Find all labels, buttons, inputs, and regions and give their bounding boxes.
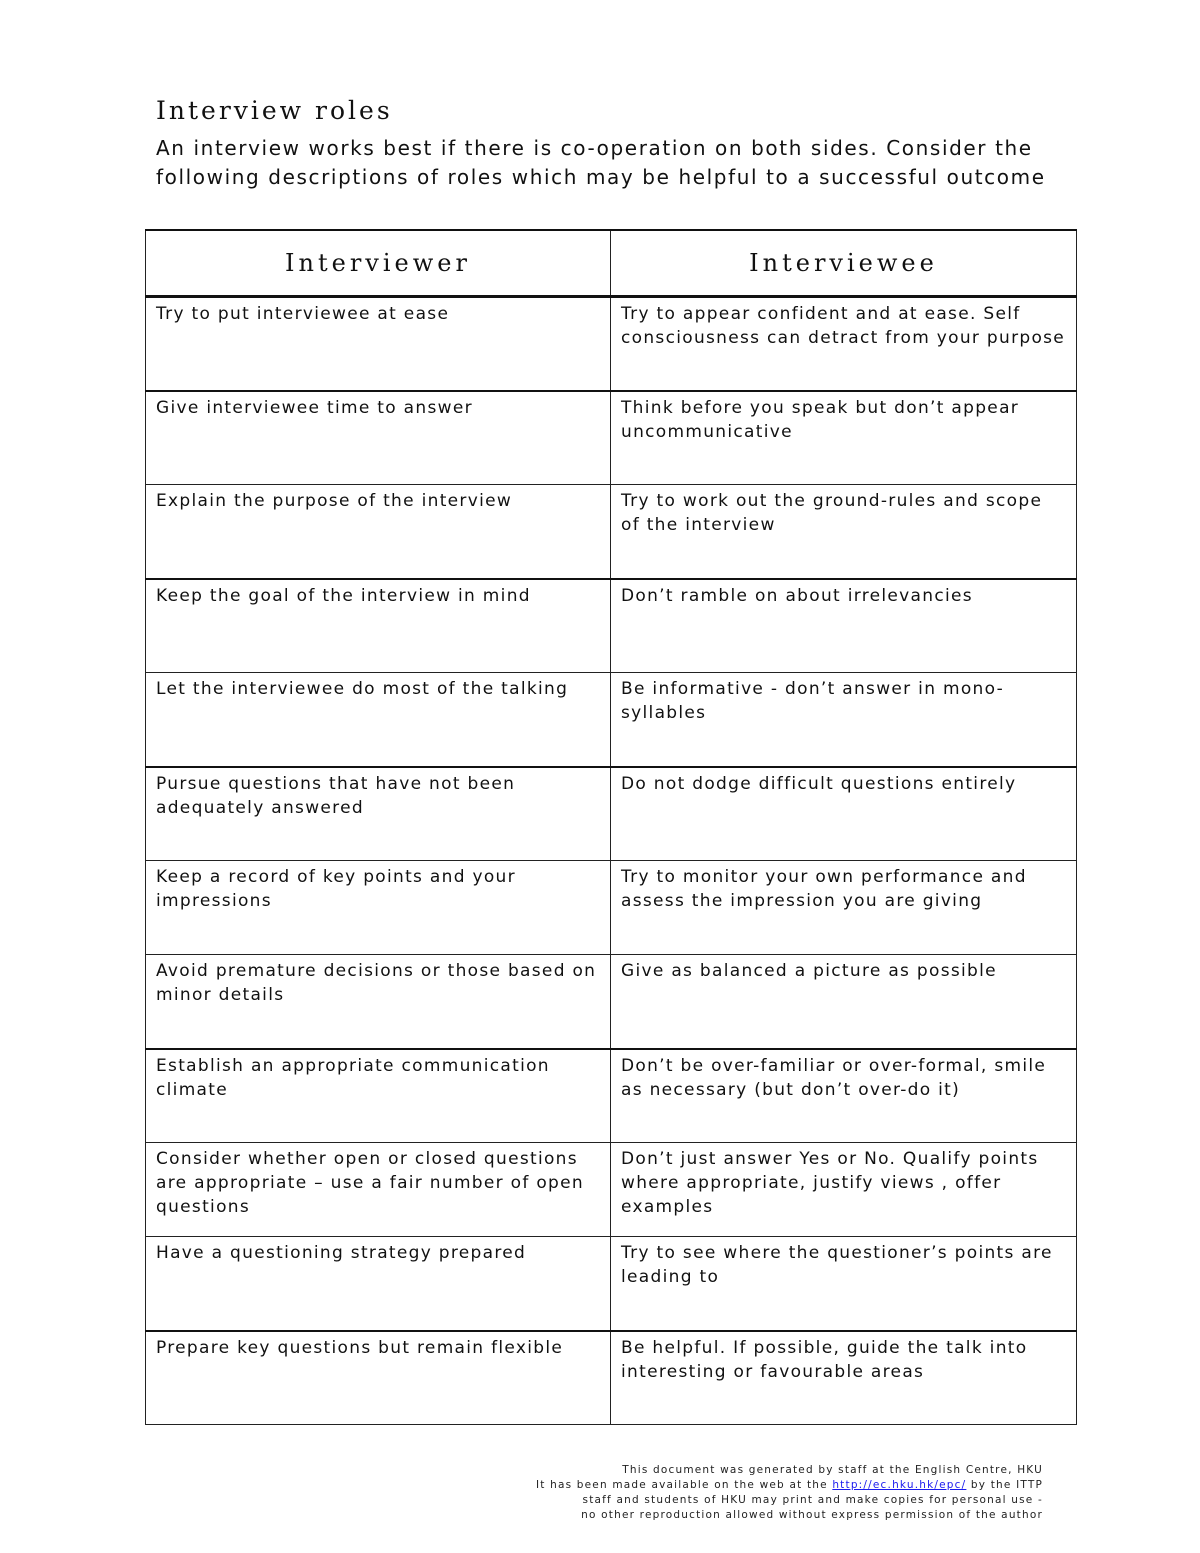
- interviewer-cell: Keep a record of key points and your impressions: [146, 861, 611, 955]
- interviewee-cell: Give as balanced a picture as possible: [611, 955, 1077, 1049]
- table-row: [146, 579, 1077, 673]
- interviewee-cell: Try to work out the ground-rules and scope of the interview: [611, 485, 1077, 579]
- epc-website-link[interactable]: http://ec.hku.hk/epc/: [832, 1479, 967, 1491]
- interviewee-cell: Try to see where the questioner’s points are leading to: [611, 1237, 1077, 1331]
- interviewee-cell: Be informative - don’t answer in mono-syllables: [611, 673, 1077, 767]
- interviewee-cell: Don’t ramble on about irrelevancies: [611, 579, 1077, 673]
- footer-line-2: [536, 1478, 1043, 1493]
- interviewer-cell: Prepare key questions but remain flexible: [146, 1331, 611, 1425]
- interviewee-cell: Try to monitor your own performance and assess the impression you are giving: [611, 861, 1077, 955]
- interviewer-cell: Establish an appropriate communication climate: [146, 1049, 611, 1143]
- interviewee-cell: Think before you speak but don’t appear uncommunicative: [611, 391, 1077, 485]
- interviewee-cell: Be helpful. If possible, guide the talk into interesting or favourable areas: [611, 1331, 1077, 1425]
- footer-line-2-suffix: by the ITTP: [966, 1479, 1043, 1491]
- page-title: Interview roles: [156, 96, 393, 125]
- table-row: [146, 391, 1077, 485]
- interviewer-cell: Let the interviewee do most of the talking: [146, 673, 611, 767]
- column-header-interviewee: Interviewee: [611, 230, 1077, 297]
- interviewer-cell: Consider whether open or closed questions are appropriate – use a fair number of open questions: [146, 1143, 611, 1237]
- table-row: [146, 485, 1077, 579]
- roles-table: [145, 229, 1077, 1425]
- footer-notice: [536, 1463, 1043, 1523]
- table-row: [146, 297, 1077, 391]
- header-row: [146, 230, 1077, 297]
- interviewee-cell: Don’t just answer Yes or No. Qualify points where appropriate, justify views , offer examples: [611, 1143, 1077, 1237]
- table-row: [146, 767, 1077, 861]
- table-row: [146, 955, 1077, 1049]
- footer-line-1: This document was generated by staff at the English Centre, HKU: [622, 1464, 1043, 1476]
- interviewee-cell: Do not dodge difficult questions entirely: [611, 767, 1077, 861]
- interviewer-cell: Try to put interviewee at ease: [146, 297, 611, 391]
- table-row: [146, 1237, 1077, 1331]
- interviewee-cell: Don’t be over-familiar or over-formal, smile as necessary (but don’t over-do it): [611, 1049, 1077, 1143]
- interviewer-cell: Keep the goal of the interview in mind: [146, 579, 611, 673]
- interviewer-cell: Pursue questions that have not been adequately answered: [146, 767, 611, 861]
- interviewer-cell: Have a questioning strategy prepared: [146, 1237, 611, 1331]
- interviewer-cell: Give interviewee time to answer: [146, 391, 611, 485]
- table-row: [146, 861, 1077, 955]
- footer-line-4: no other reproduction allowed without express permission of the author: [581, 1509, 1043, 1521]
- footer-line-2-prefix: It has been made available on the web at the: [535, 1479, 833, 1491]
- table-row: [146, 1331, 1077, 1425]
- table-row: [146, 1049, 1077, 1143]
- interviewee-cell: Try to appear confident and at ease. Self consciousness can detract from your purpose: [611, 297, 1077, 391]
- column-header-interviewer: Interviewer: [146, 230, 611, 297]
- interviewer-cell: Explain the purpose of the interview: [146, 485, 611, 579]
- table-row: [146, 673, 1077, 767]
- footer-line-3: staff and students of HKU may print and make copies for personal use -: [582, 1494, 1043, 1506]
- interviewer-cell: Avoid premature decisions or those based on minor details: [146, 955, 611, 1049]
- table-row: [146, 1143, 1077, 1237]
- intro-paragraph: An interview works best if there is co-operation on both sides. Consider the following descriptions of roles which may be helpful to a successful outcome: [156, 136, 1046, 189]
